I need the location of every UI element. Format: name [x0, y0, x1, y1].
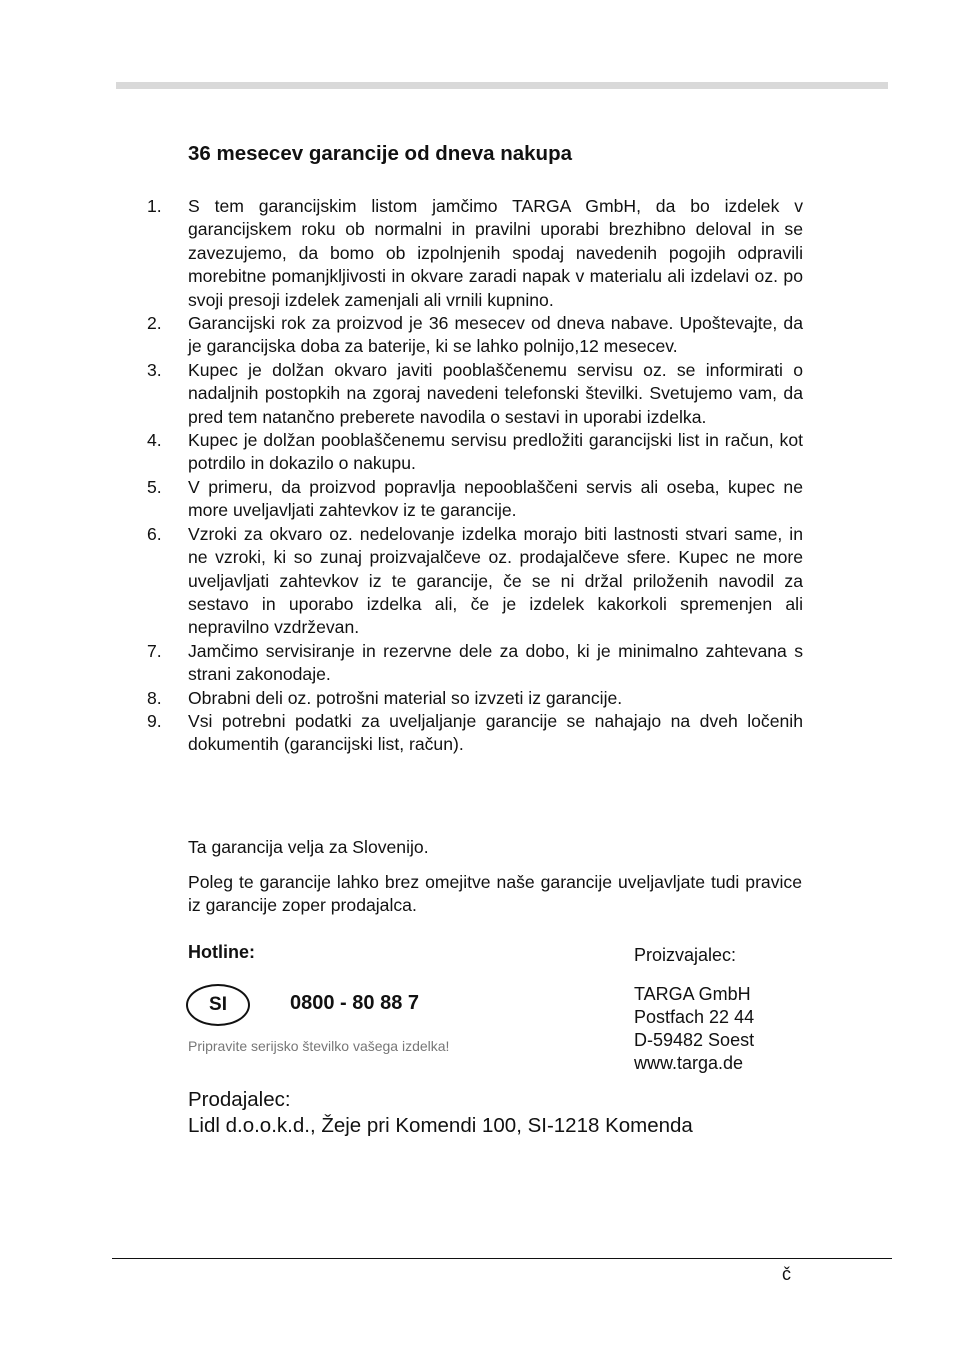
item-number: 1. [147, 196, 162, 216]
manufacturer-name: TARGA GmbH [634, 984, 751, 1004]
list-item [145, 687, 803, 710]
item-number: 8. [147, 687, 162, 708]
page-marker: č [782, 1264, 791, 1284]
validity-statement: Ta garancija velja za Slovenijo. [188, 837, 429, 857]
item-number: 3. [147, 359, 162, 380]
warranty-terms-list [145, 195, 803, 757]
list-item [145, 710, 803, 757]
list-item [145, 359, 803, 429]
country-code: SI [209, 994, 227, 1015]
page-title: 36 mesecev garancije od dneva nakupa [188, 142, 572, 165]
list-item [145, 523, 803, 640]
item-text: V primeru, da proizvod popravlja nepooblaščeni servis ali oseba, kupec ne more uveljavljati zahtevkov iz te garancije. [188, 476, 803, 521]
item-number: 4. [147, 430, 162, 451]
footer-rule [112, 1258, 892, 1259]
seller-address: Lidl d.o.o.k.d., Žeje pri Komendi 100, SI-1218 Komenda [188, 1114, 693, 1137]
item-number: 7. [147, 640, 162, 661]
hotline-label: Hotline: [188, 942, 255, 962]
hotline-phone: 0800 - 80 88 7 [290, 992, 419, 1014]
list-item [145, 312, 803, 359]
list-item [145, 429, 803, 476]
item-text: S tem garancijskim listom jamčimo TARGA GmbH, da bo izdelek v garancijskem roku ob normalni in pravilni uporabi brezhibno deloval in se zavezujemo, da bomo ob izpolnjenih spodaj navedenih pogojih odpravili morebitne pomanjkljivosti in okvare zaradi napak v materialu ali izdelavi oz. po svoji presoji izdelek zamenjali ali vrnili kupnino. [188, 196, 803, 310]
item-text: Jamčimo servisiranje in rezervne dele za dobo, ki je minimalno zahtevana s strani zakonodaje. [188, 640, 803, 685]
seller-label: Prodajalec: [188, 1088, 291, 1111]
item-text: Obrabni deli oz. potrošni material so izvzeti iz garancije. [188, 687, 623, 708]
seller-rights-statement: Poleg te garancije lahko brez omejitve naše garancije uveljavljate tudi pravice iz garancije zoper prodajalca. [188, 872, 802, 916]
item-number: 5. [147, 476, 162, 497]
manufacturer-street: Postfach 22 44 [634, 1007, 755, 1027]
serial-number-note: Pripravite serijsko številko vašega izdelka! [188, 1038, 450, 1054]
item-text: Kupec je dolžan okvaro javiti pooblaščenemu servisu oz. se informirati o nadaljnih postopkih na zgoraj navedeni telefonski številki. Svetujemo vam, da pred tem natančno preberete navodila o sestavi in uporabi izdelka. [188, 359, 803, 427]
manufacturer-city: D-59482 Soest [634, 1030, 755, 1050]
header-rule [116, 82, 888, 89]
item-text: Kupec je dolžan pooblaščenemu servisu predložiti garancijski list in račun, kot potrdilo in dokazilo o nakupu. [188, 430, 803, 474]
manufacturer-website: www.targa.de [634, 1053, 744, 1073]
item-number: 9. [147, 710, 162, 731]
list-item [145, 476, 803, 523]
list-item [145, 640, 803, 687]
item-number: 6. [147, 523, 162, 544]
country-badge [186, 984, 250, 1026]
item-text: Vsi potrebni podatki za uveljaljanje garancije se nahajajo na dveh ločenih dokumentih (garancijski list, račun). [188, 710, 803, 755]
manufacturer-label: Proizvajalec: [634, 945, 737, 965]
list-item [145, 195, 803, 312]
item-text: Vzroki za okvaro oz. nedelovanje izdelka morajo biti lastnosti stvari same, in ne vzroki, ki so zunaj proizvajalčeve oz. prodajalčeve sfere. Kupec ne more uveljavljati zahtevkov iz te garancije, če se ni držal priloženih navodil za sestavo in uporabo izdelka ali, če je izdelek kakorkoli spremenjen ali nepravilno vzdrževan. [188, 523, 803, 638]
item-number: 2. [147, 313, 162, 334]
item-text: Garancijski rok za proizvod je 36 mesecev od dneva nabave. Upoštevajte, da je garancijska doba za baterije, ki se lahko polnijo,12 mesecev. [188, 313, 803, 357]
